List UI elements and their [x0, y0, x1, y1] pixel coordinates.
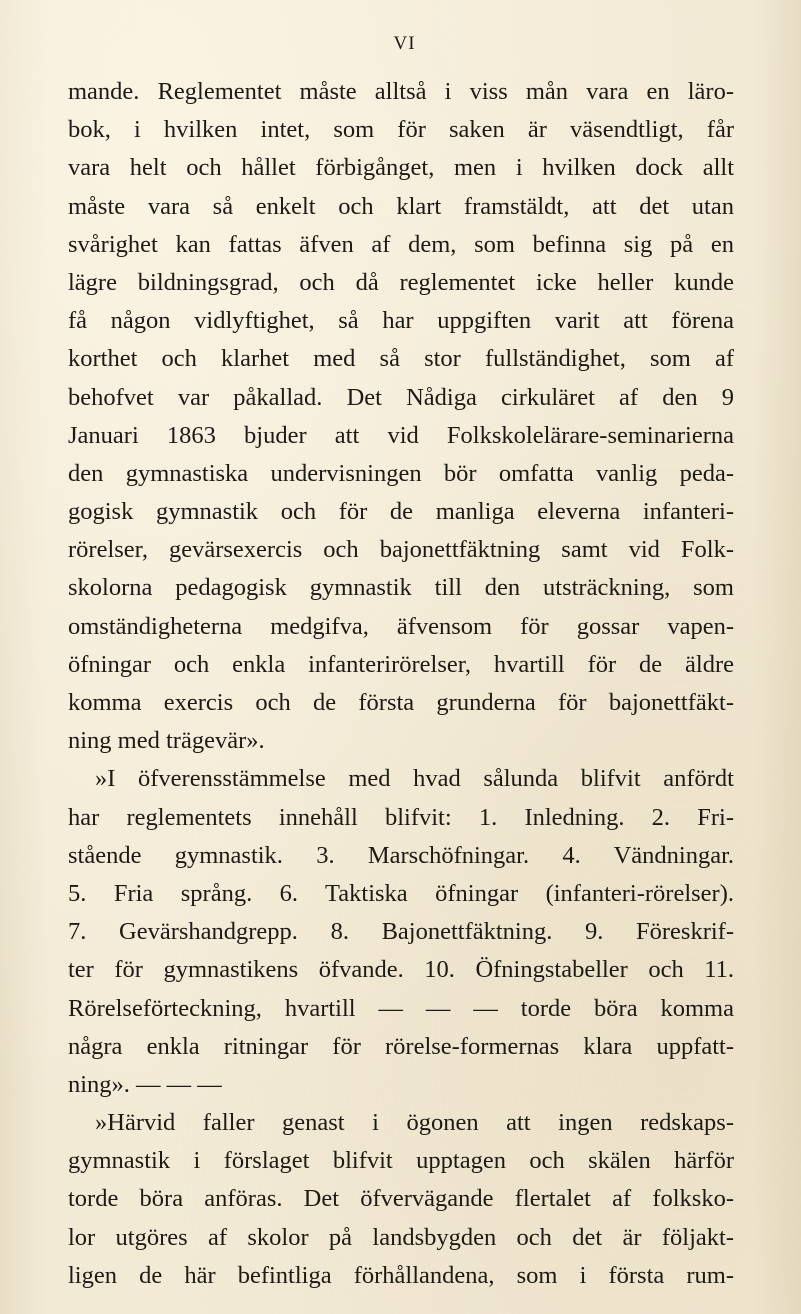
text-line: 7. Gevärshandgrepp. 8. Bajonettfäktning. 9. Föreskrif- — [68, 918, 734, 946]
text-line: har reglementets innehåll blifvit: 1. Inledning. 2. Fri- — [68, 803, 734, 831]
body-text — [68, 73, 734, 1295]
text-line: 5. Fria språng. 6. Taktiska öfningar (infanteri-rörelser). — [68, 879, 734, 907]
text-line: gogisk gymnastik och för de manliga eleverna infanteri- — [68, 498, 734, 526]
text-line: stående gymnastik. 3. Marschöfningar. 4. Vändningar. — [68, 841, 734, 869]
text-line: öfningar och enkla infanterirörelser, hvartill för de äldre — [68, 650, 734, 678]
text-line: skolorna pedagogisk gymnastik till den utsträckning, som — [68, 574, 734, 602]
text-line: ning». — — — — [68, 1070, 222, 1098]
text-line: svårighet kan fattas äfven af dem, som befinna sig på en — [68, 230, 734, 258]
text-line: några enkla ritningar för rörelse-formernas klara uppfatt- — [68, 1032, 734, 1060]
paragraph-first-line: »Härvid faller genast i ögonen att ingen redskaps- — [95, 1109, 734, 1137]
text-line: mande. Reglementet måste alltså i viss mån vara en läro- — [68, 78, 734, 105]
text-line: omständigheterna medgifva, äfvensom för gossar vapen- — [68, 612, 734, 640]
text-line: torde böra anföras. Det öfvervägande flertalet af folksko- — [68, 1185, 734, 1213]
text-line: bok, i hvilken intet, som för saken är väsendtligt, får — [68, 116, 734, 144]
page-number: VI — [393, 33, 416, 54]
text-line: komma exercis och de första grunderna för bajonettfäkt- — [68, 689, 734, 716]
text-line: vara helt och hållet förbigånget, men i hvilken dock allt — [68, 154, 734, 182]
text-line: behofvet var påkallad. Det Nådiga cirkuläret af den 9 — [68, 383, 734, 411]
text-line: få någon vidlyftighet, så har uppgiften varit att förena — [68, 307, 734, 335]
text-line: ligen de här befintliga förhållandena, som i första rum- — [68, 1261, 734, 1289]
text-line: måste vara så enkelt och klart framstäldt, att det utan — [68, 192, 734, 220]
paragraph-first-line: »I öfverensstämmelse med hvad sålunda blifvit anfördt — [95, 765, 734, 793]
text-line: lor utgöres af skolor på landsbygden och det är följakt- — [68, 1223, 734, 1251]
text-line: Rörelseförteckning, hvartill — — — torde böra komma — [68, 994, 734, 1022]
text-line: gymnastik i förslaget blifvit upptagen och skälen härför — [68, 1147, 734, 1175]
text-line: lägre bildningsgrad, och då reglementet icke heller kunde — [68, 268, 734, 296]
text-line: korthet och klarhet med så stor fullständighet, som af — [68, 345, 734, 373]
text-line: ter för gymnastikens öfvande. 10. Öfningstabeller och 11. — [68, 956, 734, 984]
text-line: rörelser, gevärsexercis och bajonettfäktning samt vid Folk- — [68, 536, 734, 564]
text-line: ning med trägevär». — [68, 727, 265, 755]
text-line: Januari 1863 bjuder att vid Folkskolelärare-seminarierna — [68, 421, 734, 449]
text-line: den gymnastiska undervisningen bör omfatta vanlig peda- — [68, 459, 734, 487]
